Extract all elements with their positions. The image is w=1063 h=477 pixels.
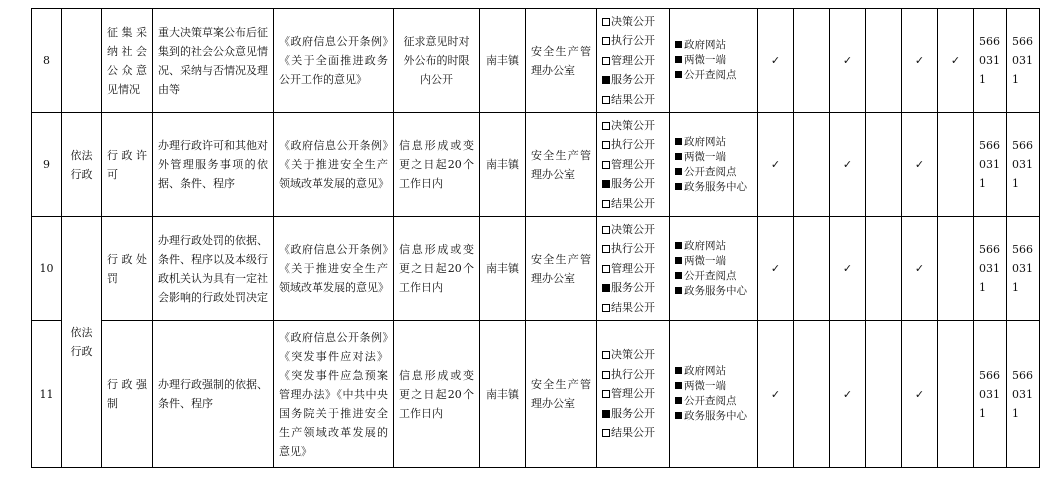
check-mark-icon: ✓ xyxy=(914,387,925,401)
channel-label: 政府网站 xyxy=(684,365,726,377)
check-mark-icon: ✓ xyxy=(770,54,781,67)
phone-cell xyxy=(974,113,1007,217)
channel-label: 公开查阅点 xyxy=(684,269,737,282)
phone-part: 566 xyxy=(979,368,1000,382)
channels-cell xyxy=(670,9,758,113)
check-cell xyxy=(794,217,830,321)
filled-square-icon xyxy=(675,412,682,419)
checkbox-icon xyxy=(602,161,610,169)
check-cell xyxy=(866,113,902,217)
filled-square-icon xyxy=(675,153,682,160)
phone-part: 1 xyxy=(979,73,986,86)
option-label: 结果公开 xyxy=(611,92,655,106)
filled-square-icon xyxy=(675,272,682,279)
disclosure-option xyxy=(602,174,664,194)
option-label: 服务公开 xyxy=(611,73,655,87)
phone-cell xyxy=(1007,321,1040,468)
checkbox-icon xyxy=(602,200,610,208)
filled-square-icon xyxy=(675,287,682,294)
check-mark-icon: ✓ xyxy=(914,54,925,67)
check-mark-icon: ✓ xyxy=(842,158,853,171)
channel-label: 公开查阅点 xyxy=(684,165,737,178)
basis-cell: 《政府信息公开条例》《关于全面推进政务公开工作的意见》 xyxy=(274,9,394,113)
check-mark-icon: ✓ xyxy=(914,262,925,275)
check-cell xyxy=(830,217,866,321)
check-cell xyxy=(902,217,938,321)
row-number: 8 xyxy=(32,9,62,113)
check-cell xyxy=(758,113,794,217)
filled-checkbox-icon xyxy=(602,76,610,84)
content-cell: 办理行政许可和其他对外管理服务事项的依据、条件、程序 xyxy=(153,113,274,217)
option-label: 管理公开 xyxy=(611,157,655,171)
filled-checkbox-icon xyxy=(602,410,610,418)
subject-cell: 南丰镇 xyxy=(480,113,526,217)
timing-cell: 信息形成或变更之日起20个工作日内 xyxy=(394,113,480,217)
table-row xyxy=(32,321,1040,468)
timing-cell: 征求意见时对外公布的时限内公开 xyxy=(394,9,480,113)
check-cell xyxy=(902,9,938,113)
phone-part: 031 xyxy=(1012,158,1033,171)
checkbox-icon xyxy=(602,141,610,149)
filled-square-icon xyxy=(675,257,682,264)
disclosure-option xyxy=(602,116,664,136)
channel-label: 政务服务中心 xyxy=(684,180,747,193)
option-label: 管理公开 xyxy=(611,53,655,67)
option-label: 执行公开 xyxy=(611,138,655,152)
filled-square-icon xyxy=(675,138,682,145)
channel-item xyxy=(675,284,752,299)
disclosure-option xyxy=(602,298,664,318)
phone-cell xyxy=(974,9,1007,113)
checkbox-icon xyxy=(602,37,610,45)
disclosure-option xyxy=(602,31,664,51)
option-label: 结果公开 xyxy=(611,300,655,314)
check-cell xyxy=(830,321,866,468)
item-cell: 行政许可 xyxy=(102,113,153,217)
filled-checkbox-icon xyxy=(602,180,610,188)
department-cell: 安全生产管理办公室 xyxy=(526,321,597,468)
phone-part: 1 xyxy=(979,177,986,190)
filled-square-icon xyxy=(675,397,682,404)
channels-cell xyxy=(670,321,758,468)
disclosure-option xyxy=(602,259,664,279)
disclosure-option xyxy=(602,384,664,404)
phone-part: 566 xyxy=(1012,35,1033,48)
phone-cell xyxy=(1007,113,1040,217)
department-cell: 安全生产管理办公室 xyxy=(526,113,597,217)
checkbox-icon xyxy=(602,122,610,130)
phone-part: 566 xyxy=(979,139,1000,152)
check-cell xyxy=(830,9,866,113)
channel-item xyxy=(675,394,752,409)
option-label: 决策公开 xyxy=(611,14,655,28)
timing-cell: 信息形成或变更之日起20个工作日内 xyxy=(394,217,480,321)
option-label: 决策公开 xyxy=(611,222,655,236)
check-mark-icon: ✓ xyxy=(950,54,961,67)
check-cell xyxy=(758,217,794,321)
table-row xyxy=(32,113,1040,217)
disclosure-option xyxy=(602,51,664,71)
category-cell: 依法行政 xyxy=(62,113,102,217)
category-cell xyxy=(62,9,102,113)
option-label: 决策公开 xyxy=(611,118,655,132)
check-mark-icon: ✓ xyxy=(770,262,781,275)
basis-cell: 《政府信息公开条例》《突发事件应对法》《突发事件应急预案管理办法》《中共中央 国务院关于推进安全生产领域改革发展的意见》 xyxy=(274,321,394,468)
phone-part: 031 xyxy=(979,262,1000,275)
channel-item xyxy=(675,165,752,180)
disclosure-option xyxy=(602,12,664,32)
disclosure-option xyxy=(602,423,664,443)
phone-part: 031 xyxy=(979,54,1000,67)
check-cell xyxy=(866,9,902,113)
subject-cell: 南丰镇 xyxy=(480,9,526,113)
phone-part: 566 xyxy=(1012,243,1033,256)
phone-part: 031 xyxy=(979,387,1000,401)
disclosure-option xyxy=(602,90,664,110)
check-cell xyxy=(902,113,938,217)
disclosure-option xyxy=(602,135,664,155)
check-cell xyxy=(866,217,902,321)
check-cell xyxy=(938,9,974,113)
channel-item xyxy=(675,150,752,165)
check-cell xyxy=(794,113,830,217)
disclosure-option xyxy=(602,155,664,175)
phone-part: 566 xyxy=(1012,139,1033,152)
option-label: 执行公开 xyxy=(611,34,655,48)
channel-label: 两微一端 xyxy=(684,150,726,163)
option-label: 执行公开 xyxy=(611,242,655,256)
disclosure-option xyxy=(602,220,664,240)
option-label: 管理公开 xyxy=(611,387,655,401)
checkbox-icon xyxy=(602,304,610,312)
filled-checkbox-icon xyxy=(602,284,610,292)
channel-label: 公开查阅点 xyxy=(684,395,737,407)
channel-label: 两微一端 xyxy=(684,380,726,392)
phone-part: 1 xyxy=(1012,73,1019,86)
checkbox-icon xyxy=(602,18,610,26)
phone-part: 031 xyxy=(1012,387,1033,401)
channels-cell xyxy=(670,217,758,321)
check-cell xyxy=(830,113,866,217)
phone-part: 1 xyxy=(979,406,986,420)
disclosure-option xyxy=(602,404,664,424)
check-mark-icon: ✓ xyxy=(842,387,853,401)
option-label: 结果公开 xyxy=(611,426,655,440)
option-label: 结果公开 xyxy=(611,196,655,210)
check-cell xyxy=(938,113,974,217)
phone-part: 566 xyxy=(1012,368,1033,382)
basis-cell: 《政府信息公开条例》《关于推进安全生产领域改革发展的意见》 xyxy=(274,113,394,217)
filled-square-icon xyxy=(675,168,682,175)
check-cell xyxy=(866,321,902,468)
disclosure-type-cell xyxy=(597,217,670,321)
item-cell: 行政强制 xyxy=(102,321,153,468)
filled-square-icon xyxy=(675,183,682,190)
phone-part: 1 xyxy=(1012,406,1019,420)
disclosure-option xyxy=(602,278,664,298)
item-cell: 行政处罚 xyxy=(102,217,153,321)
filled-square-icon xyxy=(675,41,682,48)
channel-label: 两微一端 xyxy=(684,54,726,66)
filled-square-icon xyxy=(675,242,682,249)
content-cell: 办理行政强制的依据、条件、程序 xyxy=(153,321,274,468)
check-cell xyxy=(794,321,830,468)
table-row xyxy=(32,9,1040,113)
channel-item xyxy=(675,135,752,150)
phone-part: 1 xyxy=(1012,177,1019,190)
channel-item xyxy=(675,180,752,195)
item-cell: 征集采纳社会公众意见情况 xyxy=(102,9,153,113)
channel-item xyxy=(675,409,752,424)
table-row xyxy=(32,217,1040,321)
subject-cell: 南丰镇 xyxy=(480,321,526,468)
phone-part: 031 xyxy=(1012,262,1033,275)
subject-cell: 南丰镇 xyxy=(480,217,526,321)
checkbox-icon xyxy=(602,429,610,437)
channel-label: 政务服务中心 xyxy=(684,284,747,297)
option-label: 服务公开 xyxy=(611,281,655,295)
phone-part: 1 xyxy=(979,281,986,294)
channel-item xyxy=(675,379,752,394)
channel-item xyxy=(675,254,752,269)
basis-cell: 《政府信息公开条例》《关于推进安全生产领域改革发展的意见》 xyxy=(274,217,394,321)
option-label: 服务公开 xyxy=(611,177,655,191)
disclosure-option xyxy=(602,365,664,385)
check-cell xyxy=(758,321,794,468)
disclosure-option xyxy=(602,239,664,259)
checkbox-icon xyxy=(602,371,610,379)
phone-part: 031 xyxy=(979,158,1000,171)
disclosure-table xyxy=(31,8,1040,468)
filled-square-icon xyxy=(675,382,682,389)
channel-label: 政务服务中心 xyxy=(684,410,747,422)
checkbox-icon xyxy=(602,390,610,398)
disclosure-type-cell xyxy=(597,9,670,113)
checkbox-icon xyxy=(602,265,610,273)
timing-cell: 信息形成或变更之日起20个工作日内 xyxy=(394,321,480,468)
check-mark-icon: ✓ xyxy=(770,387,781,401)
row-number: 11 xyxy=(32,321,62,468)
channel-item xyxy=(675,68,752,83)
checkbox-icon xyxy=(602,245,610,253)
channel-label: 政府网站 xyxy=(684,135,726,148)
filled-square-icon xyxy=(675,56,682,63)
disclosure-type-cell xyxy=(597,113,670,217)
row-number: 9 xyxy=(32,113,62,217)
check-cell xyxy=(794,9,830,113)
channel-label: 公开查阅点 xyxy=(684,69,737,81)
phone-cell xyxy=(974,217,1007,321)
channel-label: 两微一端 xyxy=(684,254,726,267)
checkbox-icon xyxy=(602,351,610,359)
option-label: 执行公开 xyxy=(611,367,655,381)
check-mark-icon: ✓ xyxy=(842,262,853,275)
check-cell xyxy=(938,321,974,468)
check-cell xyxy=(902,321,938,468)
channel-label: 政府网站 xyxy=(684,239,726,252)
phone-part: 031 xyxy=(1012,54,1033,67)
check-mark-icon: ✓ xyxy=(770,158,781,171)
phone-part: 1 xyxy=(1012,281,1019,294)
channel-item xyxy=(675,53,752,68)
channel-item xyxy=(675,38,752,53)
department-cell: 安全生产管理办公室 xyxy=(526,217,597,321)
channels-cell xyxy=(670,113,758,217)
disclosure-option xyxy=(602,194,664,214)
channel-item xyxy=(675,364,752,379)
disclosure-option xyxy=(602,70,664,90)
content-cell: 重大决策草案公布后征集到的社会公众意见情况、采纳与否情况及理由等 xyxy=(153,9,274,113)
option-label: 决策公开 xyxy=(611,348,655,362)
phone-part: 566 xyxy=(979,243,1000,256)
filled-square-icon xyxy=(675,367,682,374)
option-label: 管理公开 xyxy=(611,261,655,275)
phone-cell xyxy=(974,321,1007,468)
channel-item xyxy=(675,239,752,254)
option-label: 服务公开 xyxy=(611,406,655,420)
disclosure-type-cell xyxy=(597,321,670,468)
phone-part: 566 xyxy=(979,35,1000,48)
row-number: 10 xyxy=(32,217,62,321)
check-cell xyxy=(758,9,794,113)
department-cell: 安全生产管理办公室 xyxy=(526,9,597,113)
filled-square-icon xyxy=(675,71,682,78)
checkbox-icon xyxy=(602,57,610,65)
check-mark-icon: ✓ xyxy=(914,158,925,171)
disclosure-option xyxy=(602,345,664,365)
content-cell: 办理行政处罚的依据、条件、程序以及本级行政机关认为具有一定社会影响的行政处罚决定 xyxy=(153,217,274,321)
phone-cell xyxy=(1007,217,1040,321)
phone-cell xyxy=(1007,9,1040,113)
channel-label: 政府网站 xyxy=(684,39,726,51)
check-mark-icon: ✓ xyxy=(842,54,853,67)
category-cell: 依法行政 xyxy=(62,217,102,468)
channel-item xyxy=(675,269,752,284)
checkbox-icon xyxy=(602,96,610,104)
check-cell xyxy=(938,217,974,321)
checkbox-icon xyxy=(602,226,610,234)
